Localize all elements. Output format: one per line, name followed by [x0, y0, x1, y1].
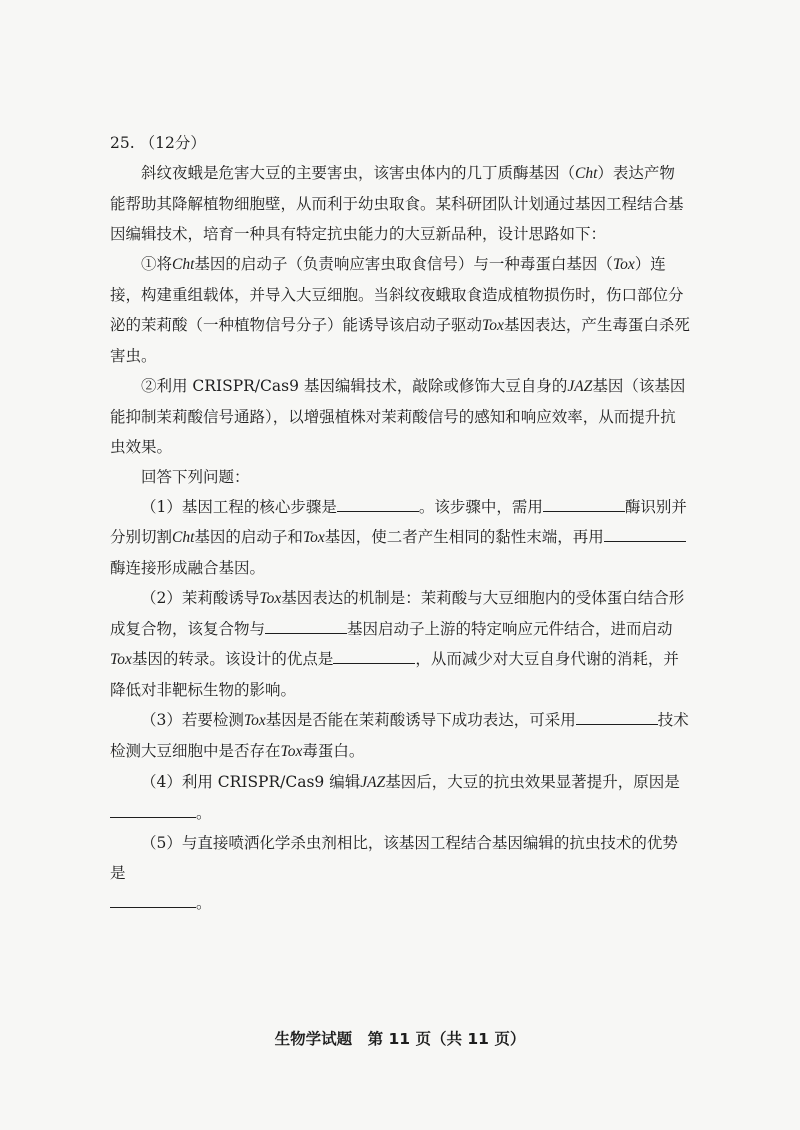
answer-blank[interactable]: [337, 494, 419, 512]
design-step-1: ①将Cht基因的启动子（负责响应害虫取食信号）与一种毒蛋白基因（Tox）连接，构建重组载体，并导入大豆细胞。当斜纹夜蛾取食造成植物损伤时，伤口部位分泌的茉莉酸（一种植物信号分子）能诱导该启动子驱动Tox基因表达，产生毒蛋白杀死害虫。: [110, 255, 690, 365]
answer-prompt: 回答下列问题：: [141, 468, 250, 486]
answer-blank[interactable]: [543, 494, 625, 512]
gene-name: Tox: [243, 712, 266, 729]
answer-blank[interactable]: [110, 800, 196, 818]
sub-question-2: （2）茉莉酸诱导Tox基因表达的机制是：茉莉酸与大豆细胞内的受体蛋白结合形成复合物，该复合物与 基因启动子上游的特定响应元件结合，进而启动Tox基因的转录。该设计的优点是 ，从而减少对大豆自身代谢的消耗，并降低对非靶标生物的影响。: [110, 589, 685, 699]
question-25: [110, 128, 690, 918]
gene-name: JAZ: [360, 774, 386, 791]
question-header: [110, 128, 690, 158]
gene-name: Tox: [482, 317, 504, 334]
question-points: （12分）: [139, 134, 206, 152]
question-number: 25.: [110, 134, 135, 152]
gene-name: Tox: [259, 590, 282, 607]
gene-name: Cht: [575, 165, 598, 182]
sub-question-4: （4）利用 CRISPR/Cas9 编辑JAZ基因后，大豆的抗虫效果显著提升，原因是: [141, 773, 680, 791]
sub-question-1: （1）基因工程的核心步骤是 。该步骤中，需用 酶识别并分别切割Cht基因的启动子和Tox基因，使二者产生相同的黏性末端，再用酶连接形成融合基因。: [110, 492, 690, 583]
answer-blank[interactable]: [110, 890, 196, 908]
answer-blank[interactable]: [265, 616, 347, 634]
gene-name: JAZ: [567, 378, 593, 395]
page-footer: 生物学试题 第 11 页（共 11 页）: [274, 1030, 526, 1048]
gene-name: Tox: [302, 529, 325, 546]
gene-name: Tox: [280, 743, 303, 760]
sub-question-3: （3）若要检测Tox基因是否能在茉莉酸诱导下成功表达，可采用 技术检测大豆细胞中是否存在Tox毒蛋白。: [110, 705, 690, 767]
sub-question-5-answer-line: 。: [110, 888, 690, 918]
gene-name: Cht: [172, 256, 195, 273]
answer-blank[interactable]: [333, 646, 415, 664]
design-step-2: ②利用 CRISPR/Cas9 基因编辑技术，敲除或修饰大豆自身的JAZ基因（该基因能抑制茉莉酸信号通路），以增强植株对茉莉酸信号的感知和响应效率，从而提升抗虫效果。: [110, 377, 686, 456]
gene-name: Tox: [110, 651, 132, 668]
sub-question-4-answer-line: 。: [110, 798, 690, 828]
sub-question-5: （5）与直接喷洒化学杀虫剂相比，该基因工程结合基因编辑的抗虫技术的优势是: [110, 834, 678, 882]
answer-blank[interactable]: [604, 524, 686, 542]
gene-name: Cht: [172, 529, 195, 546]
gene-name: Tox: [612, 256, 635, 273]
question-intro: 斜纹夜蛾是危害大豆的主要害虫，该害虫体内的几丁质酶基因（Cht）表达产物能帮助其降解植物细胞壁，从而利于幼虫取食。某科研团队计划通过基因工程结合基因编辑技术，培育一种具有特定抗虫能力的大豆新品种，设计思路如下：: [110, 164, 684, 243]
answer-blank[interactable]: [576, 707, 658, 725]
